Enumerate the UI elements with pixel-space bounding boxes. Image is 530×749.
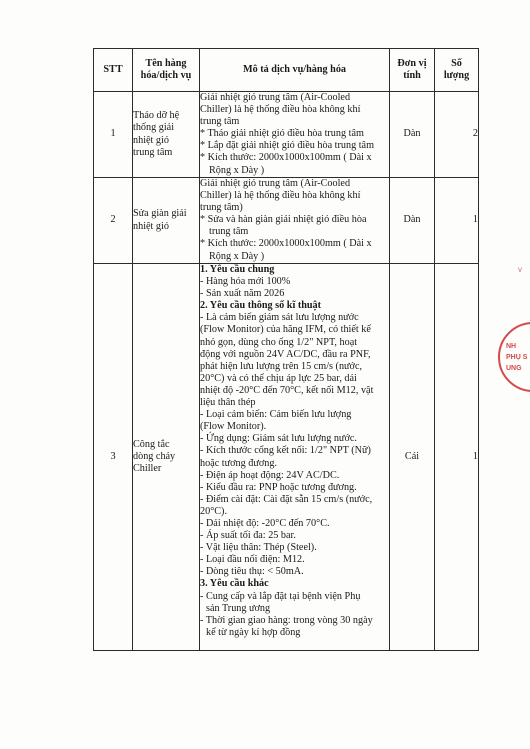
row-item-name: Sửa giàn giải nhiệt gió bbox=[133, 178, 200, 264]
row-unit: Cái bbox=[390, 264, 435, 651]
row-stt: 3 bbox=[94, 264, 133, 651]
table-row bbox=[94, 178, 479, 264]
red-seal-stamp: NH PHỤ S UNG bbox=[498, 322, 530, 392]
header-description: Mô tả dịch vụ/hàng hóa bbox=[200, 49, 390, 92]
table-header-row bbox=[94, 49, 479, 92]
row-item-name: Tháo dỡ hệ thống giải nhiệt gió trung tâm bbox=[133, 92, 200, 178]
table-row bbox=[94, 264, 479, 651]
header-name: Tên hàng hóa/dịch vụ bbox=[133, 49, 200, 92]
table-row bbox=[94, 92, 479, 178]
row-stt: 1 bbox=[94, 92, 133, 178]
row-quantity: 1 bbox=[435, 264, 479, 651]
row-item-name: Công tắc dòng chảy Chiller bbox=[133, 264, 200, 651]
row-quantity: 2 bbox=[435, 92, 479, 178]
row-description: Giải nhiệt gió trung tâm (Air-Cooled Chiller) là hệ thống điều hòa không khí trung tâm) * Sửa và hàn giàn giải nhiệt gió điều hòa trung tâm * Kích thước: 2000x1000x100mm ( Dài x Rộng x Dày ) bbox=[200, 178, 390, 264]
header-unit: Đơn vị tính bbox=[390, 49, 435, 92]
header-stt: STT bbox=[94, 49, 133, 92]
row-unit: Dàn bbox=[390, 178, 435, 264]
row-quantity: 1 bbox=[435, 178, 479, 264]
row-description: Giải nhiệt gió trung tâm (Air-Cooled Chiller) là hệ thống điều hòa không khí trung tâm * Tháo giải nhiệt gió điều hòa trung tâm * Lắp đặt giải nhiệt gió điều hòa trung tâm * Kích thước: 2000x1000x100mm ( Dài x Rộng x Dày ) bbox=[200, 92, 390, 178]
items-table bbox=[93, 48, 479, 651]
row-unit: Dàn bbox=[390, 92, 435, 178]
stamp-mark: V bbox=[518, 268, 523, 274]
row-stt: 2 bbox=[94, 178, 133, 264]
header-quantity: Số lượng bbox=[435, 49, 479, 92]
row-description: 1. Yêu cầu chung - Hàng hóa mới 100% - Sản xuất năm 2026 2. Yêu cầu thông số kĩ thuật - Là cảm biến giám sát lưu lượng nước (Flow Monitor) của hãng IFM, có thiết kế nhỏ gọn, dùng cho ống 1/2" NPT, hoạt động với nguồn 24V AC/DC, đầu ra PNF, phát hiện lưu lượng trên 15 cm/s (nước, 20°C) và có thể chịu áp lực 25 bar, dải nhiệt độ -20°C đến 70°C, kết nối M12, vật liệu thân thép - Loại cảm biến: Cảm biến lưu lượng (Flow Monitor). - Ứng dụng: Giám sát lưu lượng nước. - Kích thước cổng kết nối: 1/2" NPT (Nữ) hoặc tương đương. - Điện áp hoạt động: 24V AC/DC. - Kiểu đầu ra: PNP hoặc tương đương. - Điểm cài đặt: Cài đặt sẵn 15 cm/s (nước, 20°C). - Dải nhiệt độ: -20°C đến 70°C. - Áp suất tối đa: 25 bar. - Vật liệu thân: Thép (Steel). - Loại đầu nối điện: M12. - Dòng tiêu thụ: < 50mA. 3. Yêu cầu khác - Cung cấp và lắp đặt tại bệnh viện Phụ sản Trung ương - Thời gian giao hàng: trong vòng 30 ngày kể từ ngày kí hợp đồng bbox=[200, 264, 390, 651]
